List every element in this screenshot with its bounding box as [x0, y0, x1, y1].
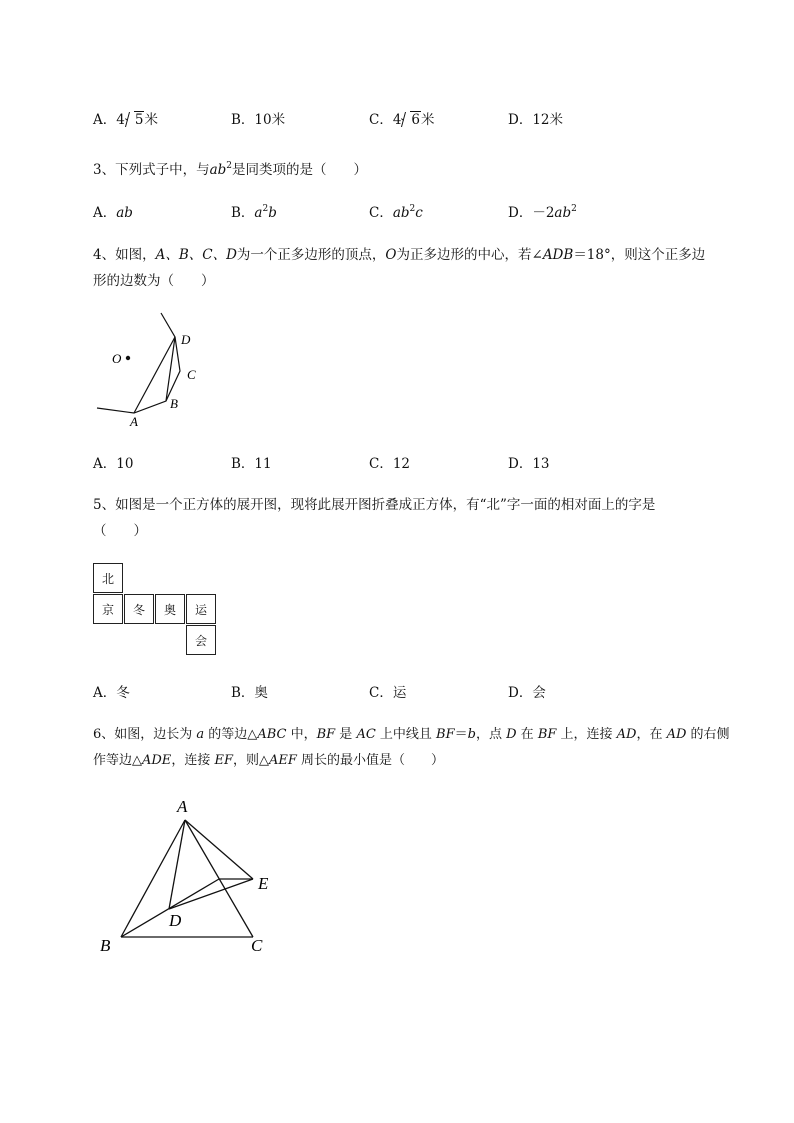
q6-figure: [95, 792, 285, 962]
q4-line1-eq: ＝18°: [573, 247, 611, 263]
q4-line1-suffix: ，则这个正多边: [610, 247, 706, 263]
cube-net-cell-4: 运: [186, 594, 216, 624]
q3-stem: [93, 158, 367, 178]
q4-line1-prefix: 4、如图，: [93, 247, 156, 263]
q6-ade: ADE: [142, 753, 172, 768]
q6-label-a: A: [177, 797, 188, 816]
q3-option-c-term-b: c: [415, 205, 423, 221]
q3-option-c-label: C．: [369, 205, 393, 221]
q6-ac: AC: [356, 727, 376, 742]
q3-option-d: [508, 201, 577, 221]
q3-stem-suffix: 是同类项的是（ ）: [232, 162, 368, 178]
q4-stem-line1: [93, 243, 705, 263]
q6-label-b: B: [100, 936, 111, 955]
q6-ef: EF: [214, 753, 233, 768]
q4-polygon-edge: [97, 313, 180, 413]
q4-line1-points: A、B、C、D: [155, 247, 237, 263]
q4-option-d: D．13: [508, 456, 550, 472]
q6-label-c: C: [251, 936, 263, 955]
q6-ad: AD: [616, 727, 637, 742]
q4-line1-angle: ADB: [542, 247, 574, 263]
q3-option-b-sup: 2: [262, 204, 269, 214]
q6-line1-a: 6、如图，边长为: [93, 727, 197, 742]
sqrt-symbol: [125, 112, 145, 128]
q4-center-dot: [126, 356, 130, 360]
q3-option-c-sup: 2: [409, 204, 416, 214]
q6-bf: BF: [316, 727, 336, 742]
q4-label-a: A: [130, 414, 138, 429]
q3-option-b-label: B．: [231, 205, 255, 221]
q6-line1-d: 是: [335, 727, 357, 742]
q5-option-d: D．会: [508, 685, 546, 701]
q4-diagonal-ad: [134, 337, 175, 413]
q6-ad2: AD: [666, 727, 687, 742]
q3-term: ab: [209, 162, 227, 178]
cube-net-cell-bottom: 会: [186, 625, 216, 655]
q3-term-sup: 2: [226, 161, 233, 171]
q6-line2-a: 作等边△: [93, 753, 142, 768]
q6-bf3: BF: [537, 727, 557, 742]
q4-line1-mid2: 为正多边形的中心，若∠: [396, 247, 543, 263]
q4-label-b: B: [170, 396, 178, 411]
q3-option-b-term-b: b: [268, 205, 277, 221]
q6-line1-f: ＝: [454, 727, 468, 742]
q6-abc: ABC: [257, 727, 287, 742]
q4-option-b: B．11: [231, 456, 272, 472]
q6-line2-b: ，连接: [171, 753, 215, 768]
q4-figure: [90, 305, 220, 430]
q2-option-c-label: C．4: [369, 112, 402, 128]
q3-option-c: [369, 201, 423, 221]
q4-label-d: D: [181, 332, 191, 347]
cube-net-cell-3: 奥: [155, 594, 185, 624]
q4-stem-line2: 形的边数为（ ）: [93, 273, 215, 289]
q3-stem-prefix: 3、下列式子中，与: [93, 162, 210, 178]
q3-option-d-sup: 2: [571, 204, 577, 214]
q4-label-o: O: [112, 351, 122, 366]
q2-option-a-unit: 米: [144, 112, 158, 128]
q5-option-b: B．奥: [231, 685, 268, 701]
q6-var-a: a: [196, 727, 205, 742]
q3-option-a-term: ab: [116, 205, 133, 221]
q3-option-b-term-a: a: [254, 205, 263, 221]
q2-option-a: [93, 108, 158, 128]
q3-option-c-term-a: ab: [392, 205, 410, 221]
q6-line1-c: 中，: [286, 727, 317, 742]
q5-stem-line1: 5、如图是一个正方体的展开图，现将此展开图折叠成正方体，有“北”字一面的相对面上的字是: [93, 497, 656, 513]
q6-stem-line2: [93, 749, 444, 768]
cube-net: [93, 563, 218, 656]
q3-option-a: [93, 201, 133, 221]
q6-line1-h: 在: [516, 727, 538, 742]
q2-option-a-radicand: 5: [134, 112, 144, 128]
q6-var-b: b: [467, 727, 476, 742]
q3-option-d-term: ab: [554, 205, 572, 221]
q4-option-c: C．12: [369, 456, 411, 472]
q6-point-d: D: [506, 727, 517, 742]
q6-label-d: D: [169, 911, 182, 930]
cube-net-cell-1: 京: [93, 594, 123, 624]
q6-label-e: E: [258, 874, 269, 893]
q6-segment-ae: [185, 820, 253, 879]
q6-line2-c: ，则△: [232, 753, 269, 768]
q6-line2-d: 周长的最小值是（ ）: [296, 753, 445, 768]
q6-line1-g: ，点: [475, 727, 507, 742]
q6-stem-line1: [93, 723, 730, 742]
q5-stem-line2: （ ）: [93, 523, 147, 539]
q3-option-b: [231, 201, 277, 221]
q3-option-d-label: D．－2: [508, 205, 555, 221]
sqrt-symbol: [401, 112, 421, 128]
q2-option-a-label: A．4: [93, 112, 125, 128]
q4-line1-o: O: [385, 247, 397, 263]
q3-option-a-label: A．: [93, 205, 117, 221]
q2-option-c-radicand: 6: [411, 112, 421, 128]
q6-line1-i: 上，连接: [556, 727, 617, 742]
q2-option-b: B．10米: [231, 112, 286, 128]
q6-bf2: BF: [436, 727, 455, 742]
q5-option-c: C．运: [369, 685, 407, 701]
q5-option-a: A．冬: [93, 685, 130, 701]
q4-label-c: C: [187, 367, 196, 382]
q6-line1-b: 的等边△: [204, 727, 258, 742]
q2-option-d: D．12米: [508, 112, 564, 128]
q4-line1-mid: 为一个正多边形的顶点，: [236, 247, 386, 263]
q2-option-c-unit: 米: [421, 112, 435, 128]
q6-aef: AEF: [268, 753, 297, 768]
q4-option-a: A．10: [93, 456, 134, 472]
q2-option-c: [369, 108, 435, 128]
q6-line1-e: 上中线且: [375, 727, 437, 742]
q6-line1-j: ，在: [636, 727, 667, 742]
q6-line1-k: 的右侧: [686, 727, 730, 742]
cube-net-cell-top: 北: [93, 563, 123, 593]
cube-net-cell-2: 冬: [124, 594, 154, 624]
